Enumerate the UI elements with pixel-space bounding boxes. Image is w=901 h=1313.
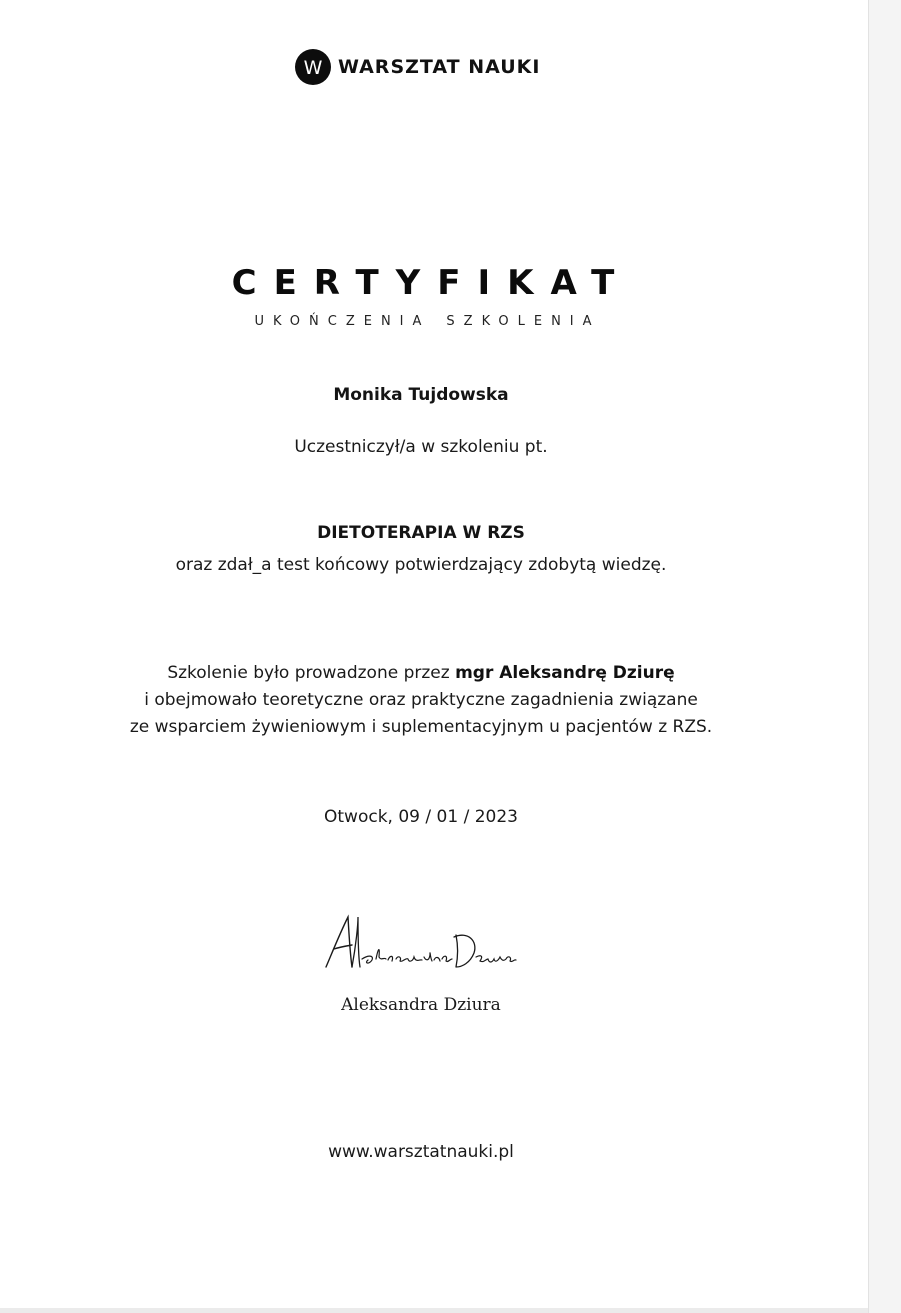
w-logo-icon <box>295 49 331 85</box>
signature-a-stroke <box>326 917 352 967</box>
svg-text:W: W <box>303 57 323 79</box>
certificate-subtitle <box>2 314 844 329</box>
signature-ziura-stroke <box>476 956 516 962</box>
handwritten-signature <box>318 905 528 985</box>
signature-d-stroke <box>454 935 475 967</box>
signer-name: Aleksandra Dziura <box>341 995 501 1015</box>
instructor-name: mgr Aleksandrę Dziurę <box>455 663 675 683</box>
description-line-1 <box>0 660 842 687</box>
place-and-date: Otwock, 09 / 01 / 2023 <box>324 807 518 827</box>
description-line-2: i obejmowało teoretyczne oraz praktyczne zagadnienia związane <box>144 690 698 710</box>
description-line-3: ze wsparciem żywieniowym i suplementacyjnym u pacjentów z RZS. <box>129 717 713 737</box>
test-completion-text: oraz zdał_a test końcowy potwierdzający zdobytą wiedzę. <box>175 555 667 575</box>
signature-l-stroke <box>352 917 360 967</box>
participation-text: Uczestniczył/a w szkoleniu pt. <box>294 437 548 457</box>
participant-name: Monika Tujdowska <box>333 385 509 405</box>
description-prefix: Szkolenie było prowadzone przez <box>167 663 456 683</box>
viewer-scrollbar-track[interactable] <box>868 0 901 1313</box>
subtitle-word-completion: UKOŃCZENIA <box>254 314 431 329</box>
signature-eksandra-stroke <box>362 950 452 963</box>
brand-logo <box>295 48 540 86</box>
certificate-title: CERTYFIKAT <box>231 263 632 303</box>
brand-name: WARSZTAT NAUKI <box>338 56 541 78</box>
subtitle-word-training: SZKOLENIA <box>446 314 601 329</box>
course-title: DIETOTERAPIA W RZS <box>317 523 525 543</box>
website-url: www.warsztatnauki.pl <box>328 1142 514 1162</box>
w-letter-glyph <box>295 49 331 85</box>
training-description <box>0 660 842 741</box>
